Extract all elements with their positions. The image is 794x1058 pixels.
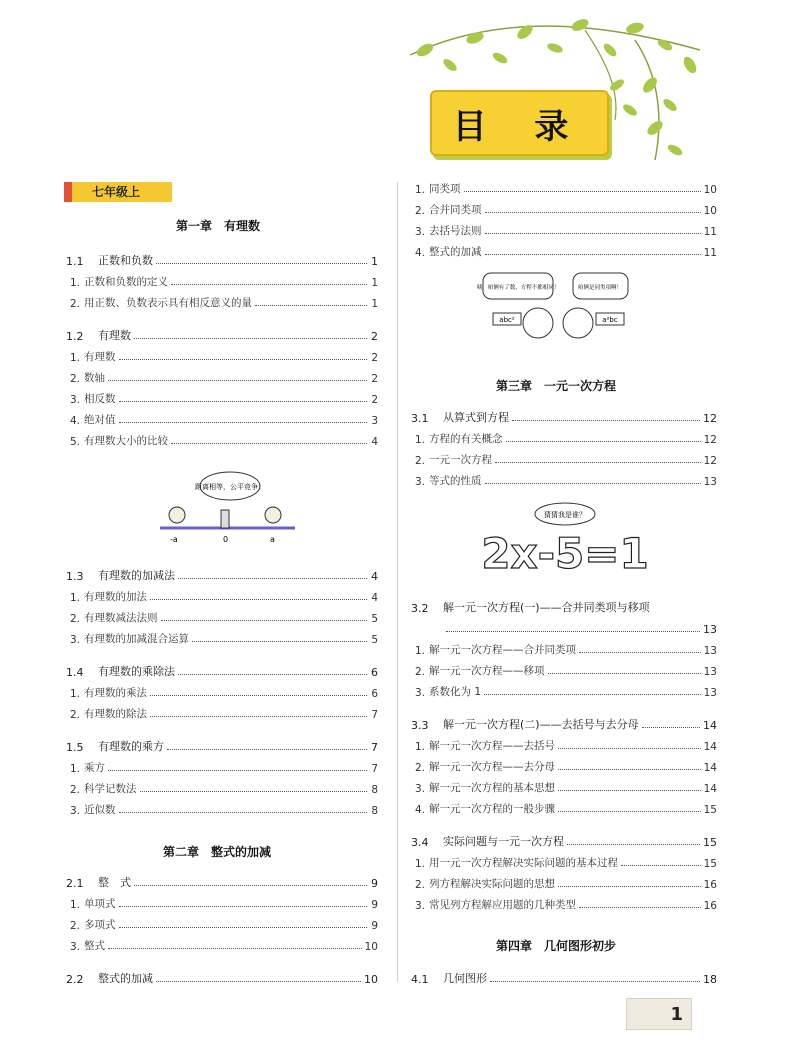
toc-leader	[512, 420, 700, 421]
toc-page: 5	[371, 634, 378, 646]
toc-title: 常见列方程解应用题的几种类型	[429, 899, 577, 911]
toc-page: 9	[371, 899, 378, 911]
toc-page: 10	[364, 941, 378, 953]
toc-item-s12c[interactable]	[66, 388, 378, 406]
toc-page: 6	[371, 666, 378, 679]
toc-page: 11	[703, 247, 717, 259]
toc-item-s33b[interactable]	[411, 756, 717, 774]
toc-number: 3.	[415, 476, 426, 488]
toc-title: 有理数	[98, 329, 131, 342]
toc-page: 15	[703, 836, 717, 849]
toc-section-s15[interactable]	[66, 736, 378, 754]
cartoon-1-bubble: 距离相等，公平竞争！	[195, 483, 265, 491]
toc-leader	[485, 212, 701, 213]
toc-number: 1.	[70, 763, 81, 775]
toc-leader	[108, 380, 367, 381]
toc-title: 整式	[84, 940, 106, 952]
toc-number: 2.	[415, 762, 426, 774]
toc-item-s22b[interactable]	[411, 199, 717, 217]
toc-leader	[134, 338, 367, 339]
toc-section-s14[interactable]	[66, 661, 378, 679]
toc-leader	[506, 441, 701, 442]
toc-number: 2.2	[66, 973, 84, 986]
toc-number: 2.1	[66, 877, 84, 890]
toc-number: 1.	[70, 592, 81, 604]
toc-page: 1	[371, 255, 378, 268]
toc-number: 1.3	[66, 570, 84, 583]
toc-page: 15	[703, 858, 717, 870]
toc-title: 有理数的加法	[84, 591, 148, 603]
toc-leader	[171, 443, 367, 444]
toc-leader	[464, 191, 701, 192]
toc-item-s32a[interactable]	[411, 639, 717, 657]
toc-title: 用正数、负数表示具有相反意义的量	[84, 297, 253, 309]
toc-number: 3.3	[411, 719, 429, 732]
toc-number: 3.4	[411, 836, 429, 849]
toc-page: 6	[371, 688, 378, 700]
toc-item-s21b[interactable]	[66, 914, 378, 932]
toc-number: 1.	[70, 277, 81, 289]
toc-item-s33d[interactable]	[411, 798, 717, 816]
toc-page: 13	[703, 687, 717, 699]
cartoon-2-bubble-right: 咱俩是同类项啊！	[577, 285, 623, 291]
toc-leader	[485, 483, 701, 484]
toc-section-s13[interactable]	[66, 565, 378, 583]
cartoon-equation	[481, 500, 649, 580]
toc-item-s21a[interactable]	[66, 893, 378, 911]
toc-item-s13a[interactable]	[66, 586, 378, 604]
toc-page: 2	[371, 394, 378, 406]
toc-title: 有理数减法法则	[84, 612, 158, 624]
toc-leader	[255, 305, 367, 306]
toc-leader	[558, 886, 701, 887]
toc-item-s15b[interactable]	[66, 778, 378, 796]
toc-number: 2.	[415, 666, 426, 678]
toc-title: 相反数	[84, 393, 116, 405]
toc-leader	[134, 885, 367, 886]
toc-item-s12b[interactable]	[66, 367, 378, 385]
toc-number: 2.	[415, 205, 426, 217]
toc-leader	[446, 631, 700, 632]
toc-leader	[495, 462, 701, 463]
toc-leader	[119, 906, 367, 907]
toc-leader	[485, 254, 701, 255]
toc-title: 整式的加减	[98, 972, 153, 985]
toc-page: 1	[371, 277, 378, 289]
toc-item-s15a[interactable]	[66, 757, 378, 775]
toc-page: 13	[703, 645, 717, 657]
grade-tag: 七年级上	[64, 182, 172, 202]
toc-page: 2	[371, 373, 378, 385]
toc-page: 7	[371, 763, 378, 775]
toc-item-s31a[interactable]	[411, 428, 717, 446]
toc-title: 多项式	[84, 919, 116, 931]
toc-leader	[119, 401, 367, 402]
toc-section-s22[interactable]	[66, 968, 378, 986]
toc-number: 5.	[70, 436, 81, 448]
toc-item-s33a[interactable]	[411, 735, 717, 753]
toc-leader	[140, 791, 367, 792]
chapter-title-3: 第三章 一元一次方程	[496, 379, 617, 393]
toc-number: 3.	[70, 941, 81, 953]
toc-item-s32b[interactable]	[411, 660, 717, 678]
toc-page: 9	[371, 920, 378, 932]
toc-title: 整 式	[98, 876, 131, 889]
toc-number: 1.	[70, 899, 81, 911]
toc-leader	[485, 233, 701, 234]
toc-section-s21[interactable]	[66, 872, 378, 890]
toc-number: 3.	[70, 634, 81, 646]
toc-title: 等式的性质	[429, 475, 482, 487]
toc-number: 2.	[415, 879, 426, 891]
toc-leader	[119, 422, 367, 423]
toc-number: 4.	[70, 415, 81, 427]
toc-number: 2.	[70, 373, 81, 385]
toc-leader	[558, 811, 701, 812]
toc-item-s33c[interactable]	[411, 777, 717, 795]
toc-leader	[558, 748, 701, 749]
toc-leader	[621, 865, 701, 866]
toc-number: 3.1	[411, 412, 429, 425]
toc-title: 实际问题与一元一次方程	[443, 835, 564, 848]
toc-title: 有理数的乘除法	[98, 665, 175, 678]
toc-item-s11b[interactable]	[66, 292, 378, 310]
toc-number: 3.2	[411, 602, 429, 615]
page-title: 目 录	[430, 90, 609, 156]
toc-title: 近似数	[84, 804, 116, 816]
toc-leader	[167, 749, 367, 750]
toc-number: 1.	[415, 184, 426, 196]
toc-leader	[567, 844, 700, 845]
toc-leader	[192, 641, 367, 642]
toc-number: 2.	[70, 709, 81, 721]
toc-title: 绝对值	[84, 414, 116, 426]
toc-leader	[558, 790, 701, 791]
toc-leader	[156, 981, 361, 982]
toc-number: 4.	[415, 804, 426, 816]
toc-section-s31[interactable]	[411, 407, 717, 425]
toc-page: 14	[703, 719, 717, 732]
toc-leader	[119, 927, 367, 928]
toc-number: 4.1	[411, 973, 429, 986]
toc-title: 正数和负数	[98, 254, 153, 267]
toc-number: 4.	[415, 247, 426, 259]
toc-page: 2	[371, 330, 378, 343]
toc-title: 解一元一次方程(一)——合并同类项与移项	[443, 601, 650, 614]
toc-section-s12[interactable]	[66, 325, 378, 343]
toc-title: 去括号法则	[429, 225, 482, 237]
cartoon-3-equation: 2x-5=1	[481, 529, 649, 578]
toc-page: 13	[703, 623, 717, 636]
toc-title: 用一元一次方程解决实际问题的基本过程	[429, 857, 619, 869]
toc-number: 2.	[415, 455, 426, 467]
toc-leader	[156, 263, 367, 264]
toc-title: 单项式	[84, 898, 116, 910]
toc-page: 14	[703, 741, 717, 753]
toc-title: 同类项	[429, 183, 461, 195]
toc-item-s13c[interactable]	[66, 628, 378, 646]
toc-title: 有理数的除法	[84, 708, 148, 720]
toc-page: 14	[703, 783, 717, 795]
toc-title: 解一元一次方程——去分母	[429, 761, 556, 773]
toc-leader	[178, 674, 367, 675]
toc-title: 有理数大小的比较	[84, 435, 169, 447]
toc-title: 方程的有关概念	[429, 433, 503, 445]
cartoon-3-bubble: 猜猜我是谁？	[544, 511, 586, 519]
toc-number: 1.	[70, 352, 81, 364]
toc-leader	[150, 716, 367, 717]
toc-leader	[579, 652, 701, 653]
toc-section-s33[interactable]	[411, 714, 717, 732]
toc-leader	[558, 769, 701, 770]
toc-title: 解一元一次方程——移项	[429, 665, 545, 677]
toc-item-s11a[interactable]	[66, 271, 378, 289]
toc-item-s14b[interactable]	[66, 703, 378, 721]
toc-item-s22a[interactable]	[411, 178, 717, 196]
toc-item-s34a[interactable]	[411, 852, 717, 870]
toc-page: 10	[703, 184, 717, 196]
toc-leader	[642, 727, 700, 728]
toc-leader	[108, 770, 367, 771]
toc-number: 2.	[70, 920, 81, 932]
toc-title: 乘方	[84, 762, 106, 774]
cartoon-like-terms	[478, 268, 658, 343]
toc-page: 16	[703, 900, 717, 912]
chapter-title-1: 第一章 有理数	[176, 219, 261, 233]
toc-title: 有理数的加减法	[98, 569, 175, 582]
toc-page: 13	[703, 666, 717, 678]
toc-number: 1.4	[66, 666, 84, 679]
chapter-title-4: 第四章 几何图形初步	[496, 939, 617, 953]
toc-item-s34c[interactable]	[411, 894, 717, 912]
toc-number: 3.	[415, 900, 426, 912]
toc-page: 7	[371, 709, 378, 721]
toc-leader	[171, 284, 367, 285]
toc-item-s31c[interactable]	[411, 470, 717, 488]
toc-page: 3	[371, 415, 378, 427]
toc-page: 18	[703, 973, 717, 986]
page-number: 1	[626, 998, 692, 1030]
column-divider	[397, 182, 398, 982]
toc-page: 12	[703, 412, 717, 425]
toc-title: 有理数的加减混合运算	[84, 633, 190, 645]
toc-page: 10	[364, 973, 378, 986]
toc-title: 解一元一次方程——合并同类项	[429, 644, 577, 656]
toc-item-s12e[interactable]	[66, 430, 378, 448]
toc-title: 系数化为 1	[429, 686, 482, 698]
toc-title: 有理数的乘方	[98, 740, 164, 753]
toc-section-s11[interactable]	[66, 250, 378, 268]
toc-title: 解一元一次方程的基本思想	[429, 782, 556, 794]
axis-label-a: a	[270, 535, 275, 544]
toc-page: 12	[703, 455, 717, 467]
toc-page: 4	[371, 436, 378, 448]
toc-page: 13	[703, 476, 717, 488]
toc-leader	[150, 695, 367, 696]
toc-leader	[548, 673, 701, 674]
toc-number: 3.	[70, 805, 81, 817]
toc-title: 一元一次方程	[429, 454, 493, 466]
toc-page: 2	[371, 352, 378, 364]
toc-leader	[108, 948, 362, 949]
toc-number: 1.5	[66, 741, 84, 754]
toc-leader	[161, 620, 367, 621]
toc-title: 从算式到方程	[443, 411, 509, 424]
toc-section-s32[interactable]	[411, 597, 717, 615]
toc-page: 4	[371, 592, 378, 604]
toc-page: 9	[371, 877, 378, 890]
toc-number: 3.	[415, 687, 426, 699]
toc-page: 4	[371, 570, 378, 583]
toc-item-s32c[interactable]	[411, 681, 717, 699]
toc-title: 解一元一次方程(二)——去括号与去分母	[443, 718, 639, 731]
toc-title: 科学记数法	[84, 783, 137, 795]
toc-title: 几何图形	[443, 972, 487, 985]
toc-page: 10	[703, 205, 717, 217]
axis-label-zero: 0	[223, 535, 229, 544]
axis-label-neg-a: -a	[170, 535, 178, 544]
toc-number: 1.	[415, 434, 426, 446]
toc-number: 1.2	[66, 330, 84, 343]
toc-section-s34[interactable]	[411, 831, 717, 849]
toc-title: 有理数的乘法	[84, 687, 148, 699]
toc-leader	[484, 694, 701, 695]
toc-item-s13b[interactable]	[66, 607, 378, 625]
toc-item-s31b[interactable]	[411, 449, 717, 467]
toc-leader	[119, 812, 367, 813]
toc-number: 2.	[70, 613, 81, 625]
toc-page: 5	[371, 613, 378, 625]
toc-title: 解一元一次方程——去括号	[429, 740, 556, 752]
toc-item-s21c[interactable]	[66, 935, 378, 953]
toc-page: 11	[703, 226, 717, 238]
toc-leader	[178, 578, 367, 579]
toc-leader	[579, 907, 701, 908]
toc-number: 2.	[70, 784, 81, 796]
toc-number: 1.	[70, 688, 81, 700]
toc-title: 整式的加减	[429, 246, 482, 258]
toc-leader	[119, 359, 367, 360]
toc-item-s12a[interactable]	[66, 346, 378, 364]
toc-section-leader-row[interactable]	[411, 618, 717, 636]
cartoon-2-bubble-left: 咦，咱俩有了数，方程不都相同！	[476, 285, 560, 291]
toc-page: 1	[371, 298, 378, 310]
toc-item-s22d[interactable]	[411, 241, 717, 259]
toc-title: 解一元一次方程的一般步骤	[429, 803, 556, 815]
toc-item-s12d[interactable]	[66, 409, 378, 427]
toc-title: 列方程解决实际问题的思想	[429, 878, 556, 890]
toc-page: 7	[371, 741, 378, 754]
toc-page: 8	[371, 784, 378, 796]
cartoon-2-label-b: a²bc	[602, 316, 618, 324]
toc-item-s22c[interactable]	[411, 220, 717, 238]
toc-title: 正数和负数的定义	[84, 276, 169, 288]
toc-page: 12	[703, 434, 717, 446]
toc-item-s34b[interactable]	[411, 873, 717, 891]
toc-section-s41[interactable]	[411, 968, 717, 986]
toc-page: 16	[703, 879, 717, 891]
toc-item-s15c[interactable]	[66, 799, 378, 817]
toc-number: 2.	[70, 298, 81, 310]
toc-number: 1.	[415, 645, 426, 657]
toc-title: 有理数	[84, 351, 116, 363]
toc-number: 3.	[70, 394, 81, 406]
toc-number: 1.	[415, 741, 426, 753]
cartoon-2-label-a: abc²	[499, 316, 515, 324]
toc-title: 数轴	[84, 372, 106, 384]
toc-number: 3.	[415, 783, 426, 795]
chapter-title-2: 第二章 整式的加减	[163, 845, 272, 859]
toc-title: 合并同类项	[429, 204, 482, 216]
toc-number: 3.	[415, 226, 426, 238]
toc-item-s14a[interactable]	[66, 682, 378, 700]
toc-page: 14	[703, 762, 717, 774]
toc-page: 8	[371, 805, 378, 817]
toc-page: 15	[703, 804, 717, 816]
cartoon-number-line	[155, 468, 305, 548]
toc-leader	[150, 599, 367, 600]
toc-number: 1.1	[66, 255, 84, 268]
toc-leader	[490, 981, 700, 982]
toc-number: 1.	[415, 858, 426, 870]
